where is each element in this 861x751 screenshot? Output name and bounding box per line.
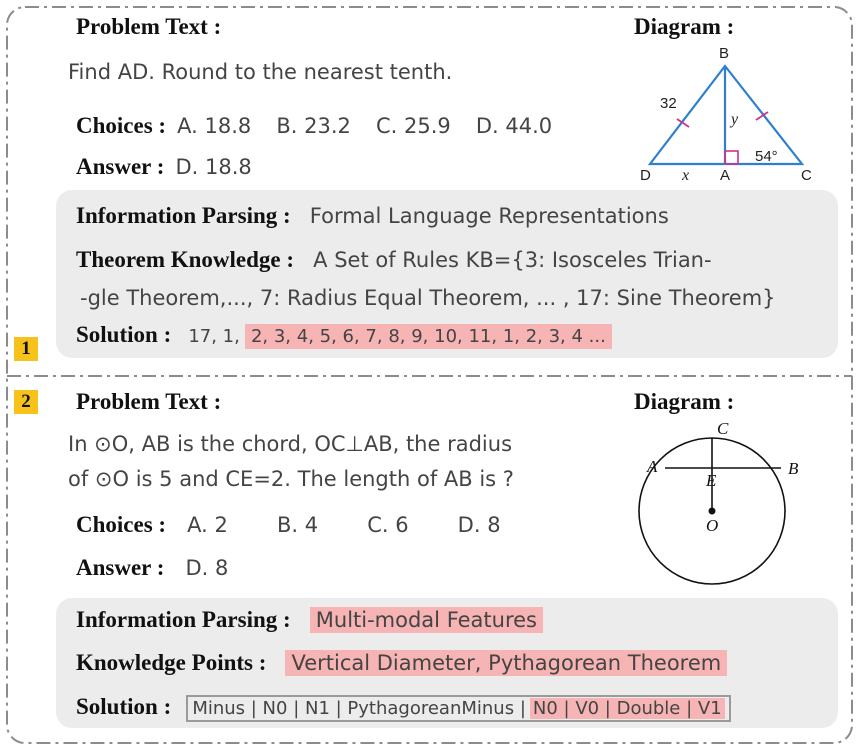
p1-answer-row — [76, 154, 252, 180]
p2-info-value: Multi-modal Features — [310, 607, 543, 633]
p2-problem-text-label: Problem Text : — [76, 389, 222, 414]
p2-diagram-label: Diagram : — [634, 389, 735, 414]
p1-choices-label: Choices : — [76, 113, 167, 138]
p2-solution-plain: Minus | N0 | N1 | PythagoreanMinus | — [192, 698, 526, 719]
p2-solution-label: Solution : — [76, 694, 172, 719]
p1-label-x: x — [682, 167, 690, 184]
p2-choice-b: B. 4 — [276, 513, 319, 537]
p2-circle-diagram — [630, 418, 820, 593]
p1-label-d: D — [640, 167, 651, 184]
p2-problem-line1: In ⊙O, AB is the chord, OC⊥AB, the radius — [68, 432, 513, 456]
p2-answer-label: Answer : — [76, 555, 165, 580]
p2-info-row — [76, 607, 543, 633]
p2-solution-sequence — [186, 695, 730, 722]
p1-theorem-label: Theorem Knowledge : — [76, 247, 295, 272]
p1-solution-row — [76, 322, 612, 348]
p2-choices-label: Choices : — [76, 512, 167, 537]
p1-info-row — [76, 203, 669, 229]
p1-theorem-row — [76, 247, 712, 273]
p2-label-b: B — [788, 459, 799, 478]
p2-answer-row — [76, 555, 228, 581]
p2-problem-line2: of ⊙O is 5 and CE=2. The length of AB is ? — [68, 467, 514, 491]
p2-label-e: E — [706, 471, 717, 490]
p2-knowledge-value: Vertical Diameter, Pythagorean Theorem — [285, 650, 727, 676]
p1-problem-text-label: Problem Text : — [76, 14, 222, 39]
p1-triangle-diagram — [620, 44, 820, 184]
p1-choice-c: C. 25.9 — [375, 114, 451, 138]
p2-choice-a: A. 2 — [187, 513, 228, 537]
p1-diagram-label: Diagram : — [634, 14, 735, 39]
p1-choice-b: B. 23.2 — [276, 114, 351, 138]
p2-choices-row — [76, 512, 501, 538]
p2-choice-c: C. 6 — [367, 513, 409, 537]
p1-theorem-line1: A Set of Rules KB={3: Isosceles Trian- — [313, 248, 712, 272]
p2-knowledge-row — [76, 650, 727, 676]
p1-choice-d: D. 44.0 — [475, 114, 553, 138]
p1-info-value: Formal Language Representations — [309, 204, 669, 228]
p1-answer-value: D. 18.8 — [175, 155, 252, 179]
p1-solution-label: Solution : — [76, 322, 172, 347]
p2-knowledge-label: Knowledge Points : — [76, 650, 267, 675]
p2-info-label: Information Parsing : — [76, 607, 291, 632]
p1-label-a: A — [720, 167, 731, 184]
p1-label-angle: 54° — [755, 148, 778, 165]
p1-answer-label: Answer : — [76, 154, 165, 179]
p2-label-a: A — [647, 457, 658, 476]
p1-theorem-line2: -gle Theorem,..., 7: Radius Equal Theorem, ... , 17: Sine Theorem} — [80, 286, 776, 310]
p2-answer-value: D. 8 — [185, 556, 229, 580]
p1-solution-plain: 17, 1, — [188, 326, 240, 347]
p1-info-label: Information Parsing : — [76, 203, 291, 228]
p1-label-b: B — [719, 45, 730, 62]
p1-choice-a: A. 18.8 — [177, 114, 252, 138]
p1-label-32: 32 — [660, 95, 677, 112]
p2-label-c: C — [717, 419, 729, 438]
p1-choices-row — [76, 113, 552, 139]
p1-problem-text: Find AD. Round to the nearest tenth. — [68, 60, 453, 84]
p1-label-y: y — [731, 111, 739, 128]
p2-label-o: O — [706, 516, 719, 535]
p1-label-c: C — [801, 167, 812, 184]
p2-solution-row — [76, 694, 731, 720]
p2-solution-highlight: N0 | V0 | Double | V1 — [530, 698, 725, 719]
problem-2-badge: 2 — [14, 390, 38, 414]
p2-choice-d: D. 8 — [457, 513, 501, 537]
problem-1-badge: 1 — [14, 337, 38, 361]
p1-solution-highlight: 2, 3, 4, 5, 6, 7, 8, 9, 10, 11, 1, 2, 3, 4 ... — [245, 324, 612, 349]
